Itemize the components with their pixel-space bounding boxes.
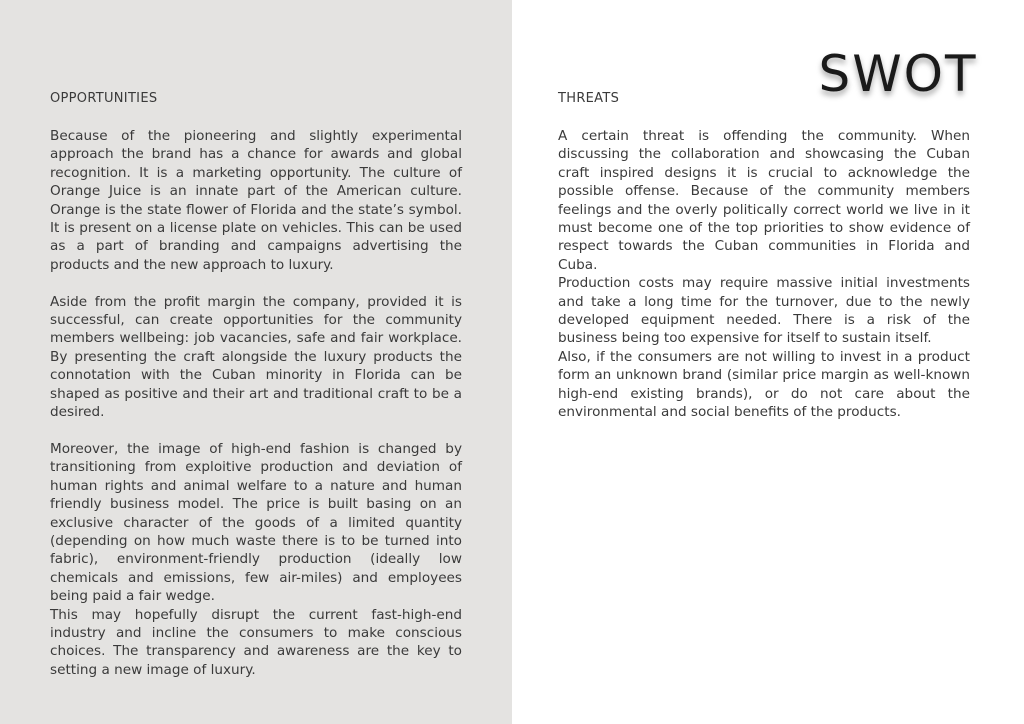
threats-paragraph-1: A certain threat is offending the community. When discussing the collaboration and showcasing the Cuban craft inspired designs it is crucial to acknowledge the possible offense. Because of the community members feelings and the overly politically correct world we live in it must become one of the top priorities to show evidence of respect towards the Cuban communities in Florida and Cuba. (558, 128, 970, 273)
opportunities-body (50, 127, 462, 679)
threats-paragraph-2: Production costs may require massive initial investments and take a long time for the turnover, due to the newly developed equipment needed. There is a risk of the business being too expensive for itself to sustain itself. (558, 275, 970, 347)
threats-paragraph-3: Also, if the consumers are not willing to invest in a product form an unknown brand (similar price margin as well-known high-end existing brands), or do not care about the environmental and social benefits of the products. (558, 348, 970, 421)
opportunities-paragraph-2: Aside from the profit margin the company, provided it is successful, can create opportunities for the community members wellbeing: job vacancies, safe and fair workplace. By presenting the craft alongside the luxury products the connotation with the Cuban minority in Florida can be shaped as positive and their art and traditional craft to be a desired. (50, 293, 462, 421)
right-page (512, 0, 1024, 724)
threats-body (558, 127, 970, 422)
opportunities-paragraph-4: This may hopefully disrupt the current fast-high-end industry and incline the consumers to make conscious choices. The transparency and awareness are the key to setting a new image of luxury. (50, 606, 462, 678)
opportunities-paragraph-3: Moreover, the image of high-end fashion is changed by transitioning from exploitive production and deviation of human rights and animal welfare to a nature and human friendly business model. The price is built basing on an exclusive character of the goods of a limited quantity (depending on how much waste there is to be turned into fabric), environment-friendly production (ideally low chemicals and emissions, few air-miles) and employees being paid a fair wedge. (50, 440, 462, 605)
threats-heading: THREATS (558, 91, 620, 106)
page-title: SWOT (818, 45, 978, 103)
opportunities-heading: OPPORTUNITIES (50, 91, 158, 106)
opportunities-paragraph-1: Because of the pioneering and slightly experimental approach the brand has a chance for awards and global recognition. It is a marketing opportunity. The culture of Orange Juice is an innate part of the American culture. Orange is the state flower of Florida and the state’s symbol. It is present on a license plate on vehicles. This can be used as a part of branding and campaigns advertising the products and the new approach to luxury. (50, 128, 462, 273)
